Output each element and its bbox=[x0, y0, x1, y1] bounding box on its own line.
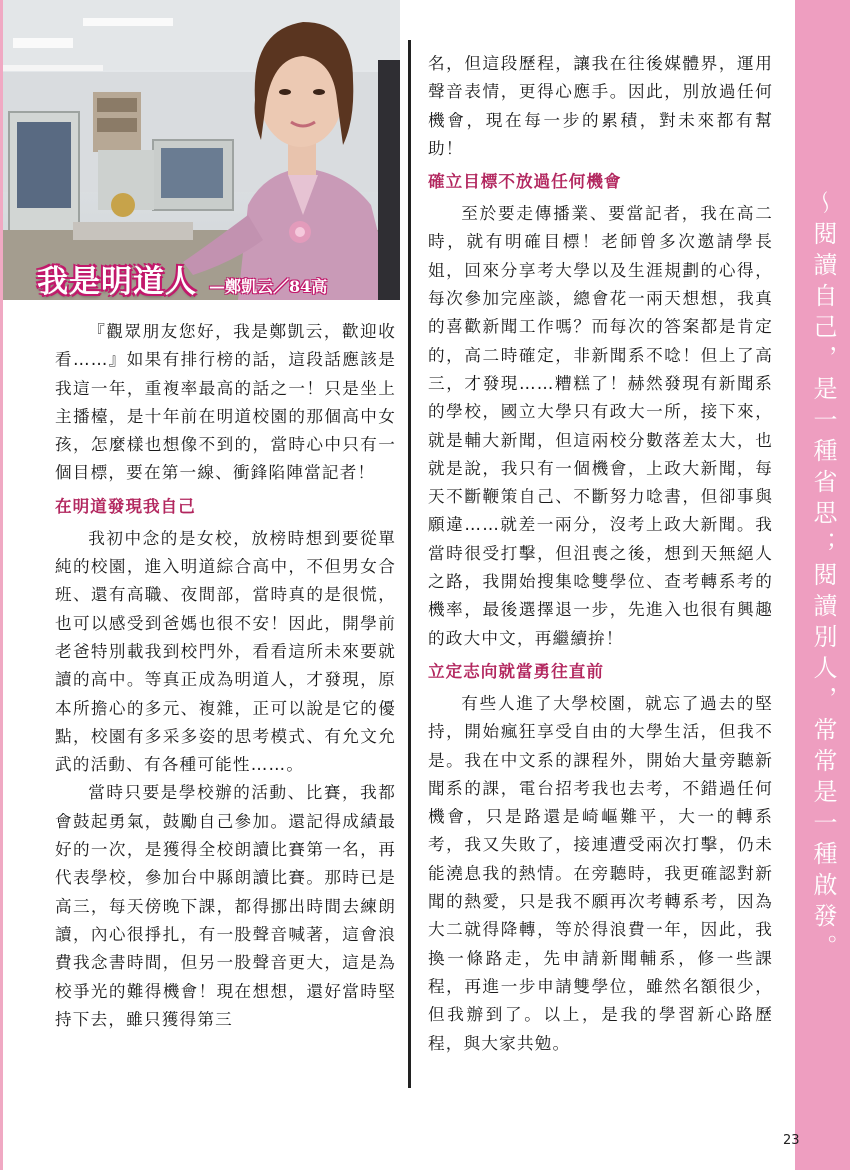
left-column bbox=[55, 318, 396, 1034]
section-heading-discover-myself: 在明道發現我自己 bbox=[55, 496, 196, 516]
newsroom-photo-illustration bbox=[3, 0, 400, 300]
body-paragraph: 至於要走傳播業、要當記者，我在高二時，就有明確目標！老師曾多次邀請學長姐，回來分享考大學以及生涯規劃的心得，每次參加完座談，總會花一兩天想想，我真的喜歡新聞工作嗎？而每次的答案都是肯定的，高二時確定，非新聞系不唸！但上了高三，才發現……糟糕了！赫然發現有新聞系的學校，國立大學只有政大一所，接下來，就是輔大新聞，但這兩校分數落差太大，也就是說，我只有一個機會，上政大新聞，每天不斷鞭策自己、不斷努力唸書，但卻事與願違……就差一兩分，沒考上政大新聞。我當時很受打擊，但沮喪之後，想到天無絕人之路，我開始搜集唸雙學位、查考轉系考的機率，最後選擇退一步，先進入也很有興趣的政大中文，再繼續拚！ bbox=[428, 204, 773, 648]
column-divider bbox=[408, 40, 411, 1088]
caption-title: 我是明道人 bbox=[37, 264, 197, 300]
body-paragraph: 當時只要是學校辦的活動、比賽，我都會鼓起勇氣，鼓勵自己參加。還記得成績最好的一次，是獲得全校朗讀比賽第一名，再代表學校，參加台中縣朗讀比賽。那時已是高三，每天傍晚下課，都得挪出時間去練朗讀，內心很掙扎，有一股聲音喊著，這會浪費我念書時間，但另一股聲音更大，這是為校爭光的難得機會！現在想想，還好當時堅持下去，雖只獲得第三 bbox=[55, 783, 396, 1029]
photo-caption bbox=[37, 256, 328, 300]
caption-author: —鄭凱云／84高 bbox=[209, 277, 328, 296]
side-quote-text: ～閱讀自己，是一種省思；閱讀別人，常常是一種啟發。 bbox=[809, 190, 837, 965]
header-photo bbox=[3, 0, 400, 300]
side-quote-band bbox=[795, 0, 850, 1170]
body-paragraph: 有些人進了大學校園，就忘了過去的堅持，開始瘋狂享受自由的大學生活，但我不是。我在中文系的課程外，開始大量旁聽新聞系的課，電台招考我也去考，不錯過任何機會，只是路還是崎嶇難平，大一的轉系考，我又失敗了，接連遭受兩次打擊，仍未能澆息我的熱情。在旁聽時，我更確認對新聞的熱愛，只是我不願再次考轉系考，因為大二就得降轉，等於得浪費一年，因此，我換一條路走，先申請新聞輔系，修一些課程，再進一步申請雙學位，雖然名額很少，但我辦到了。以上，是我的學習新心路歷程，與大家共勉。 bbox=[428, 693, 773, 1053]
intro-paragraph: 『觀眾朋友您好，我是鄭凱云，歡迎收看……』如果有排行榜的話，這段話應該是我這一年，重複率最高的話之一！只是坐上主播檯，是十年前在明道校園的那個高中女孩，怎麼樣也想像不到的，當時心中只有一個目標，要在第一線、衝鋒陷陣當記者！ bbox=[55, 322, 396, 483]
right-column bbox=[428, 50, 773, 1058]
section-heading-forge-ahead: 立定志向就當勇往直前 bbox=[428, 661, 604, 681]
continued-paragraph: 名，但這段歷程，讓我在往後媒體界，運用聲音表情，更得心應手。因此，別放過任何機會，現在每一步的累積，對未來都有幫助！ bbox=[428, 54, 773, 158]
section-heading-set-goals: 確立目標不放過任何機會 bbox=[428, 172, 622, 192]
page-number: 23 bbox=[783, 1133, 800, 1148]
body-paragraph: 我初中念的是女校，放榜時想到要從單純的校園，進入明道綜合高中，不但男女合班、還有高職、夜間部，當時真的是很慌，也可以感受到爸媽也很不安！因此，開學前老爸特別載我到校門外，看看這所未來要就讀的高中。等真正成為明道人，才發現，原本所擔心的多元、複雜，正可以說是它的優點，校園有多采多姿的思考模式、有允文允武的活動、有各種可能性……。 bbox=[55, 528, 396, 775]
